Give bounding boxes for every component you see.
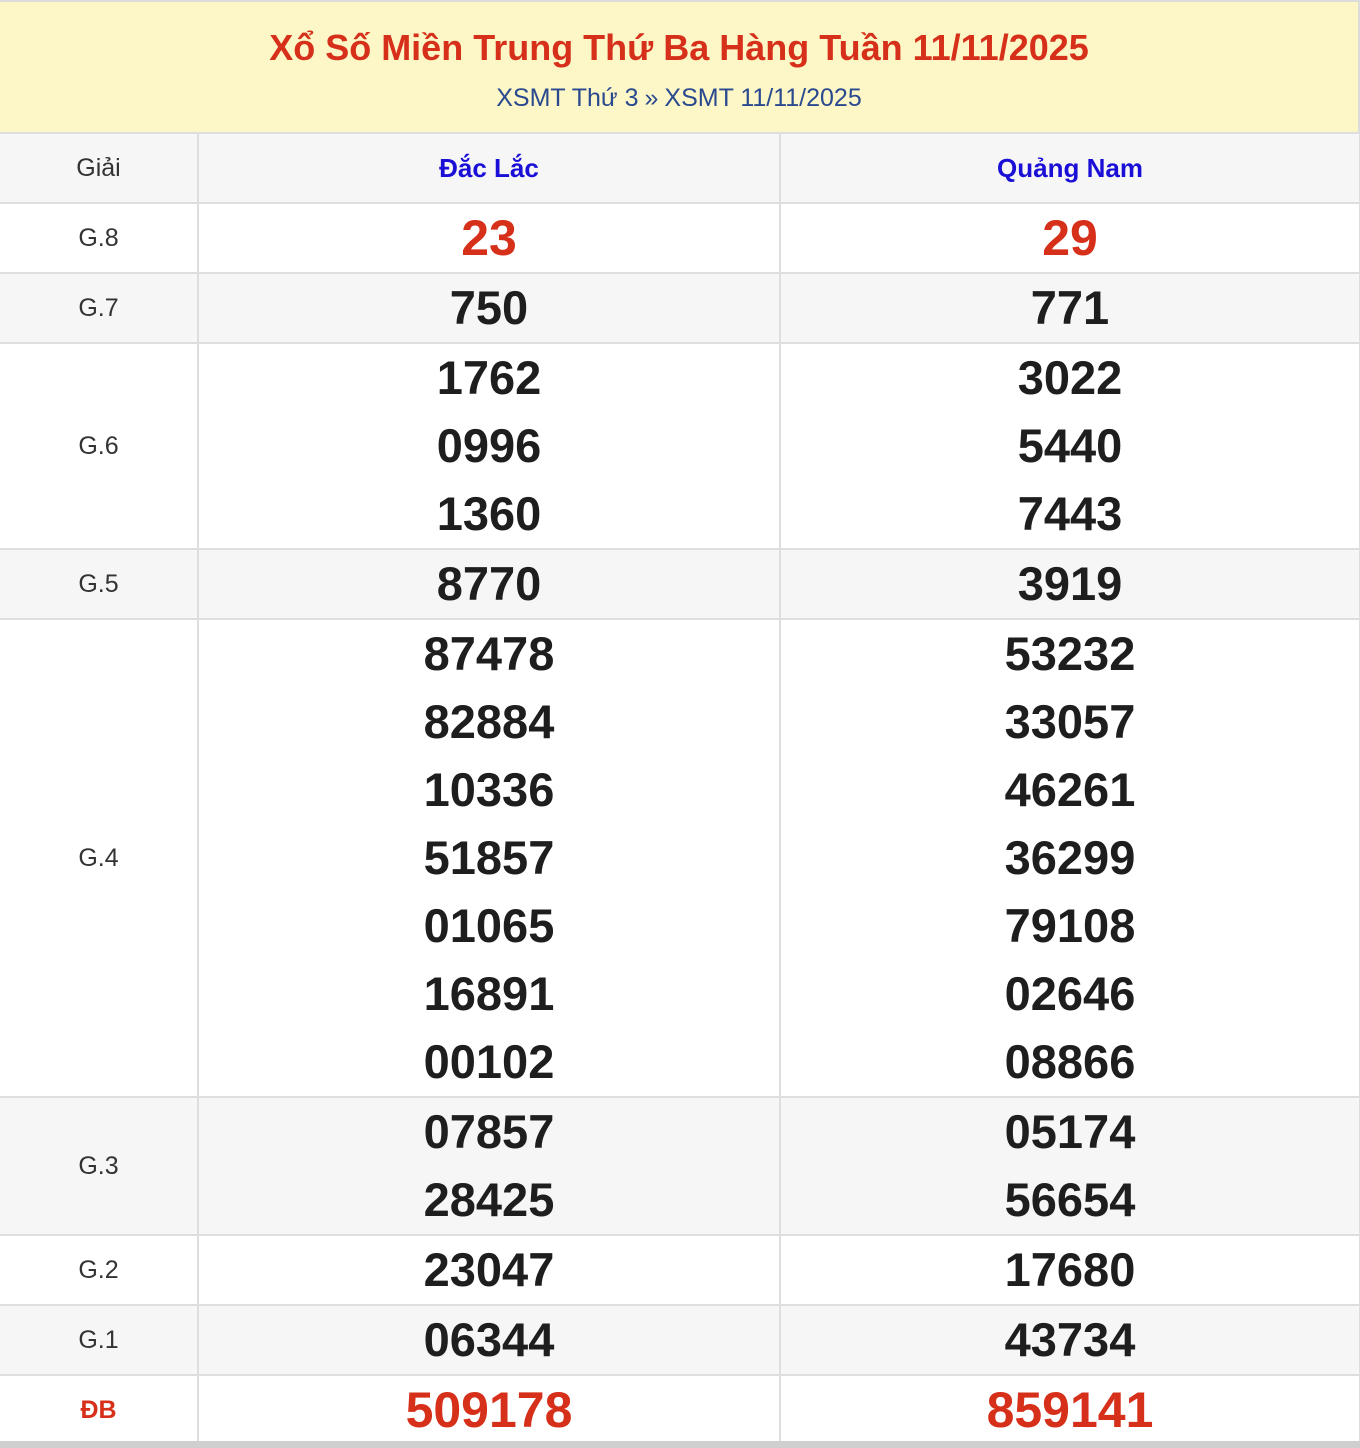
- breadcrumb-date-link[interactable]: XSMT 11/11/2025: [664, 84, 862, 112]
- result-cell: [198, 1305, 780, 1375]
- winning-number: 28425: [423, 1173, 555, 1226]
- winning-number: 46261: [1004, 763, 1136, 816]
- prize-label: G.3: [0, 1097, 198, 1235]
- winning-number: 82884: [423, 695, 555, 748]
- result-cell: [780, 1375, 1360, 1445]
- prize-row-special: [0, 1375, 1360, 1445]
- result-cell: [198, 1235, 780, 1305]
- prize-label: G.6: [0, 343, 198, 549]
- winning-number: 750: [449, 281, 529, 334]
- result-cell: [780, 273, 1360, 343]
- winning-number: 07857: [423, 1105, 555, 1158]
- result-cell: [198, 549, 780, 619]
- prize-label: G.8: [0, 203, 198, 273]
- prize-row-g4: [0, 619, 1360, 1097]
- winning-number: 01065: [423, 899, 555, 952]
- results-table: [0, 132, 1360, 1446]
- winning-number: 1360: [436, 487, 542, 540]
- prize-column-header: Giải: [0, 133, 198, 203]
- winning-number: 33057: [1004, 695, 1136, 748]
- prize-label: G.2: [0, 1235, 198, 1305]
- result-cell: [780, 343, 1360, 549]
- prize-label: G.1: [0, 1305, 198, 1375]
- prize-row-g7: [0, 273, 1360, 343]
- winning-number: 05174: [1004, 1105, 1136, 1158]
- prize-label: G.5: [0, 549, 198, 619]
- prize-row-g5: [0, 549, 1360, 619]
- result-cell: [780, 1097, 1360, 1235]
- special-winning-number: 859141: [986, 1382, 1154, 1438]
- prize-label: G.4: [0, 619, 198, 1097]
- results-header: [0, 0, 1360, 134]
- winning-number: 36299: [1004, 831, 1136, 884]
- winning-number: 00102: [423, 1035, 555, 1088]
- winning-number: 53232: [1004, 627, 1136, 680]
- winning-number: 3919: [1017, 557, 1123, 610]
- special-winning-number: 509178: [405, 1382, 573, 1438]
- winning-number: 56654: [1004, 1173, 1136, 1226]
- prize-row-g3: [0, 1097, 1360, 1235]
- winning-number: 5440: [1017, 419, 1123, 472]
- winning-number: 7443: [1017, 487, 1123, 540]
- page-title: Xổ Số Miền Trung Thứ Ba Hàng Tuần 11/11/2025: [269, 27, 1089, 68]
- prize-row-g2: [0, 1235, 1360, 1305]
- province-header-quang-nam[interactable]: Quảng Nam: [780, 133, 1360, 203]
- result-cell: [780, 1305, 1360, 1375]
- prize-row-g8: [0, 203, 1360, 273]
- breadcrumb: [0, 82, 1358, 114]
- winning-number: 08866: [1004, 1035, 1136, 1088]
- bottom-divider: [0, 1441, 1360, 1448]
- winning-number: 17680: [1004, 1243, 1136, 1296]
- winning-number: 06344: [423, 1313, 555, 1366]
- result-cell: [198, 1097, 780, 1235]
- winning-number: 87478: [423, 627, 555, 680]
- result-cell: [780, 1235, 1360, 1305]
- prize-label-special: ĐB: [0, 1375, 198, 1445]
- result-cell: [198, 1375, 780, 1445]
- winning-number: 1762: [436, 351, 542, 404]
- result-cell: [198, 203, 780, 273]
- prize-row-g1: [0, 1305, 1360, 1375]
- prize-label: G.7: [0, 273, 198, 343]
- winning-number: 51857: [423, 831, 555, 884]
- result-cell: [198, 343, 780, 549]
- result-cell: [780, 619, 1360, 1097]
- winning-number: 771: [1030, 281, 1110, 334]
- breadcrumb-separator: »: [644, 84, 659, 112]
- province-header-dac-lac[interactable]: Đắc Lắc: [198, 133, 780, 203]
- winning-number: 23: [461, 210, 517, 266]
- winning-number: 10336: [423, 763, 555, 816]
- winning-number: 23047: [423, 1243, 555, 1296]
- winning-number: 16891: [423, 967, 555, 1020]
- result-cell: [198, 273, 780, 343]
- winning-number: 29: [1042, 210, 1098, 266]
- winning-number: 3022: [1017, 351, 1123, 404]
- winning-number: 8770: [436, 557, 542, 610]
- breadcrumb-day-link[interactable]: XSMT Thứ 3: [496, 84, 639, 112]
- winning-number: 02646: [1004, 967, 1136, 1020]
- table-header-row: [0, 133, 1360, 203]
- winning-number: 79108: [1004, 899, 1136, 952]
- winning-number: 43734: [1004, 1313, 1136, 1366]
- result-cell: [198, 619, 780, 1097]
- result-cell: [780, 549, 1360, 619]
- prize-row-g6: [0, 343, 1360, 549]
- winning-number: 0996: [436, 419, 542, 472]
- result-cell: [780, 203, 1360, 273]
